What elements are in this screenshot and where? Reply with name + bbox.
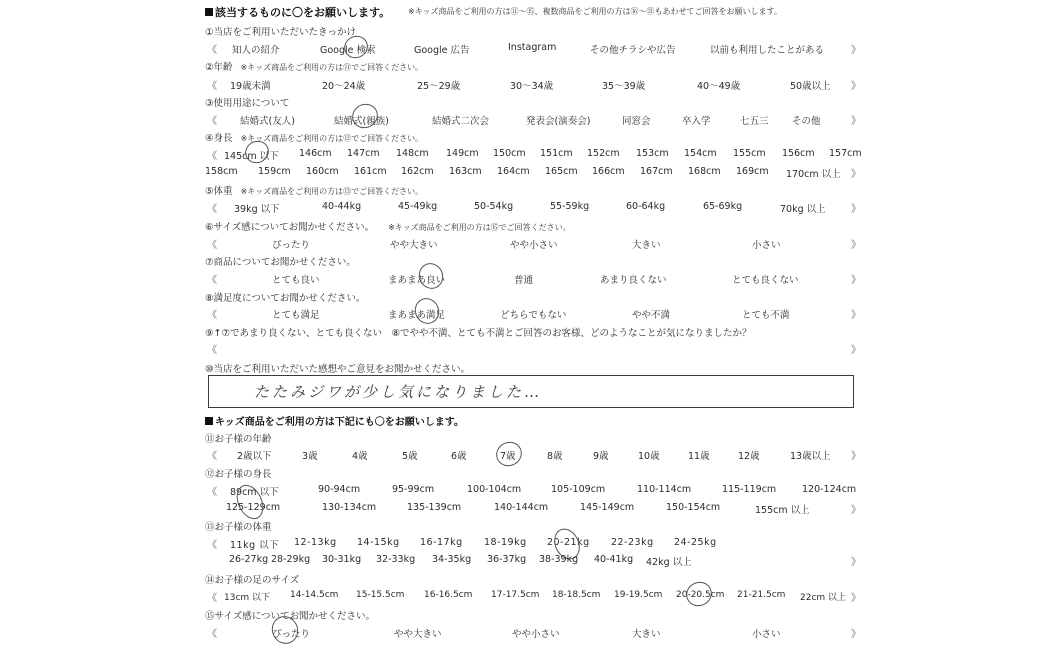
q7-option[interactable]: とても良くない xyxy=(732,275,799,286)
q9-answer-input[interactable] xyxy=(230,342,830,354)
close-bracket: 》 xyxy=(851,593,861,604)
q15-label: ⑮サイズ感についてお聞かせください。 xyxy=(205,611,376,622)
q9-label: ⑨↑⑦であまり良くない、とても良くない ⑧でやや不満、とても不満とご回答のお客様、どのようなことが気になりましたか？ xyxy=(205,328,752,339)
q13-option[interactable]: 24-25kg xyxy=(674,537,717,548)
q6-label xyxy=(205,219,571,233)
q13-option[interactable]: 18-19kg xyxy=(484,537,527,548)
close-bracket: 》 xyxy=(851,629,861,640)
q2-note: ※キッズ商品をご利用の方は⑪でご回答ください。 xyxy=(240,63,424,72)
q12-option[interactable]: 90-94cm xyxy=(318,484,361,495)
q3-option[interactable]: 卒入学 xyxy=(682,116,711,127)
q10-handwritten-answer: たたみジワが少し気になりました… xyxy=(254,383,543,401)
q1-option[interactable]: その他チラシや広告 xyxy=(590,45,676,56)
q14-option[interactable]: 21-21.5cm xyxy=(737,590,786,600)
q8-option[interactable]: やや不満 xyxy=(632,310,671,321)
q14-option[interactable]: 15-15.5cm xyxy=(356,590,405,600)
open-bracket: 《 xyxy=(207,629,217,640)
q12-option[interactable]: 155cm 以上 xyxy=(755,505,810,516)
close-bracket: 》 xyxy=(851,557,861,568)
q6-note: ※キッズ商品をご利用の方は⑮でご回答ください。 xyxy=(388,223,571,232)
q2-label-text: ②年齢 xyxy=(205,62,233,73)
open-bracket: 《 xyxy=(207,540,217,551)
q6-option[interactable]: 小さい xyxy=(752,240,781,251)
q12-option[interactable]: 150-154cm xyxy=(666,502,721,513)
open-bracket: 《 xyxy=(207,81,217,92)
q4-option[interactable]: 156cm xyxy=(782,148,815,159)
q12-option[interactable]: 100-104cm xyxy=(467,484,522,495)
q13-option[interactable]: 38-39kg xyxy=(539,554,579,565)
open-bracket: 《 xyxy=(207,116,217,127)
q13-option-selected[interactable]: 20-21kg xyxy=(547,537,590,548)
q1-option-selected[interactable]: Google 検索 xyxy=(320,45,376,56)
q15-option[interactable]: 小さい xyxy=(752,629,781,640)
kids-section-heading xyxy=(205,413,464,428)
q11-option-selected[interactable]: 7歳 xyxy=(500,451,516,462)
q8-option[interactable]: とても満足 xyxy=(272,310,320,321)
q5-option[interactable]: 40-44kg xyxy=(322,201,362,212)
q6-option[interactable]: ぴったり xyxy=(272,240,311,251)
q13-option[interactable]: 40-41kg xyxy=(594,554,634,565)
open-bracket: 《 xyxy=(207,451,217,462)
q14-option[interactable]: 19-19.5cm xyxy=(614,590,663,600)
q13-option[interactable]: 16-17kg xyxy=(420,537,463,548)
q12-option[interactable]: 110-114cm xyxy=(637,484,692,495)
close-bracket: 》 xyxy=(851,81,861,92)
q12-label: ⑫お子様の身長 xyxy=(205,469,272,480)
q6-option[interactable]: やや大きい xyxy=(390,240,438,251)
q11-option[interactable]: 11歳 xyxy=(688,451,710,462)
q13-option[interactable]: 34-35kg xyxy=(432,554,472,565)
q7-label: ⑦商品についてお聞かせください。 xyxy=(205,257,356,268)
q8-option[interactable]: どちらでもない xyxy=(500,310,567,321)
q15-option-selected[interactable]: ぴったり xyxy=(272,629,311,640)
q5-label-text: ⑤体重 xyxy=(205,186,233,197)
q13-option[interactable]: 26-27kg xyxy=(229,554,269,565)
q4-label xyxy=(205,130,423,144)
q7-option-selected[interactable]: まあまあ良い xyxy=(388,275,446,286)
close-bracket: 》 xyxy=(851,169,861,180)
q3-option[interactable]: 発表会(演奏会) xyxy=(526,116,591,127)
q13-option[interactable]: 32-33kg xyxy=(376,554,416,565)
q11-option[interactable]: 12歳 xyxy=(738,451,760,462)
q4-option[interactable]: 166cm xyxy=(592,166,625,177)
q4-option[interactable]: 164cm xyxy=(497,166,530,177)
q6-option[interactable]: やや小さい xyxy=(510,240,558,251)
q3-option[interactable]: その他 xyxy=(792,116,821,127)
q11-label: ⑪お子様の年齢 xyxy=(205,434,272,445)
q12-option[interactable]: 95-99cm xyxy=(392,484,435,495)
q8-option[interactable]: とても不満 xyxy=(742,310,790,321)
q13-option[interactable]: 30-31kg xyxy=(322,554,362,565)
q5-option[interactable]: 50-54kg xyxy=(474,201,514,212)
q7-option[interactable]: とても良い xyxy=(272,275,320,286)
q11-option[interactable]: 10歳 xyxy=(638,451,660,462)
q4-option[interactable]: 165cm xyxy=(545,166,578,177)
q1-option[interactable]: Google 広告 xyxy=(414,45,470,56)
q3-option-selected[interactable]: 結婚式(親族) xyxy=(334,116,389,127)
q7-option[interactable]: 普通 xyxy=(514,275,534,286)
q5-option[interactable]: 60-64kg xyxy=(626,201,666,212)
open-bracket: 《 xyxy=(207,240,217,251)
q12-option[interactable]: 89cm 以下 xyxy=(230,487,279,498)
q14-option[interactable]: 14-14.5cm xyxy=(290,590,339,600)
q13-option[interactable]: 22-23kg xyxy=(611,537,654,548)
open-bracket: 《 xyxy=(207,45,217,56)
q11-option[interactable]: 3歳 xyxy=(302,451,318,462)
q2-option[interactable]: 19歳未満 xyxy=(230,81,271,92)
q12-option[interactable]: 115-119cm xyxy=(722,484,777,495)
q2-option[interactable]: 25～29歳 xyxy=(417,81,461,92)
q4-option-selected[interactable]: 145cm 以下 xyxy=(224,151,279,162)
q4-option[interactable]: 160cm xyxy=(306,166,339,177)
close-bracket: 》 xyxy=(851,45,861,56)
q13-option[interactable]: 42kg 以上 xyxy=(646,557,692,568)
q14-option[interactable]: 17-17.5cm xyxy=(491,590,540,600)
q3-option[interactable]: 結婚式(友人) xyxy=(240,116,295,127)
q10-comment-box[interactable] xyxy=(208,375,854,408)
open-bracket: 《 xyxy=(207,593,217,604)
q4-option[interactable]: 148cm xyxy=(396,148,429,159)
q13-option[interactable]: 11kg 以下 xyxy=(230,540,280,551)
close-bracket: 》 xyxy=(851,505,861,516)
q4-option[interactable]: 149cm xyxy=(446,148,479,159)
q4-option[interactable]: 169cm xyxy=(736,166,769,177)
q14-option[interactable]: 13cm 以下 xyxy=(224,593,271,603)
q15-option[interactable]: やや大きい xyxy=(394,629,442,640)
q4-option[interactable]: 147cm xyxy=(347,148,380,159)
close-bracket: 》 xyxy=(851,345,861,356)
q14-label: ⑭お子様の足のサイズ xyxy=(205,575,300,586)
close-bracket: 》 xyxy=(851,116,861,127)
q4-option[interactable]: 158cm xyxy=(205,166,238,177)
q5-label xyxy=(205,183,423,197)
form-heading-text: 該当するものに〇をお願いします。 xyxy=(215,6,391,19)
q12-option[interactable]: 120-124cm xyxy=(802,484,857,495)
q1-label: ①当店をご利用いただいたきっかけ xyxy=(205,27,357,38)
q12-option[interactable]: 145-149cm xyxy=(580,502,635,513)
q12-option[interactable]: 105-109cm xyxy=(551,484,606,495)
q2-label xyxy=(205,59,423,73)
q4-option[interactable]: 163cm xyxy=(449,166,482,177)
q13-option[interactable]: 14-15kg xyxy=(357,537,400,548)
q3-option[interactable]: 結婚式二次会 xyxy=(432,116,490,127)
form-note: ※キッズ商品をご利用の方は⑪～⑮、複数商品をご利用の方は⑯～㉑もあわせてご回答をお願いします。 xyxy=(408,7,782,16)
q14-option[interactable]: 22cm 以上 xyxy=(800,593,847,603)
open-bracket: 《 xyxy=(207,204,217,215)
square-bullet-icon xyxy=(205,417,213,425)
q2-option[interactable]: 50歳以上 xyxy=(790,81,831,92)
q11-option[interactable]: 5歳 xyxy=(402,451,418,462)
q1-option[interactable]: Instagram xyxy=(508,42,557,53)
q4-note: ※キッズ商品をご利用の方は⑫でご回答ください。 xyxy=(240,134,424,143)
q11-option[interactable]: 9歳 xyxy=(593,451,609,462)
q4-option[interactable]: 154cm xyxy=(684,148,717,159)
q4-label-text: ④身長 xyxy=(205,133,233,144)
q12-option[interactable]: 140-144cm xyxy=(494,502,549,513)
q5-option[interactable]: 45-49kg xyxy=(398,201,438,212)
close-bracket: 》 xyxy=(851,240,861,251)
q14-option[interactable]: 16-16.5cm xyxy=(424,590,473,600)
q2-option[interactable]: 35～39歳 xyxy=(602,81,646,92)
q13-option[interactable]: 36-37kg xyxy=(487,554,527,565)
q1-option[interactable]: 以前も利用したことがある xyxy=(710,45,825,56)
q12-option[interactable]: 135-139cm xyxy=(407,502,462,513)
q11-option[interactable]: 8歳 xyxy=(547,451,563,462)
q4-option[interactable]: 157cm xyxy=(829,148,862,159)
q5-option[interactable]: 39kg 以下 xyxy=(234,204,280,215)
q5-option[interactable]: 70kg 以上 xyxy=(780,204,826,215)
q2-option[interactable]: 30～34歳 xyxy=(510,81,554,92)
open-bracket: 《 xyxy=(207,275,217,286)
q4-option[interactable]: 161cm xyxy=(354,166,387,177)
q6-label-text: ⑥サイズ感についてお聞かせください。 xyxy=(205,222,375,233)
q3-option[interactable]: 七五三 xyxy=(740,116,769,127)
q2-option[interactable]: 40～49歳 xyxy=(697,81,741,92)
q14-option-selected[interactable]: 20-20.5cm xyxy=(676,590,725,600)
q13-option[interactable]: 12-13kg xyxy=(294,537,337,548)
q13-option[interactable]: 28-29kg xyxy=(271,554,311,565)
open-bracket: 《 xyxy=(207,345,217,356)
open-bracket: 《 xyxy=(207,487,217,498)
q4-option[interactable]: 167cm xyxy=(640,166,673,177)
q12-option[interactable]: 130-134cm xyxy=(322,502,377,513)
q2-option[interactable]: 20～24歳 xyxy=(322,81,366,92)
q11-option[interactable]: 4歳 xyxy=(352,451,368,462)
q11-option[interactable]: 6歳 xyxy=(451,451,467,462)
q6-option[interactable]: 大きい xyxy=(632,240,661,251)
q4-option[interactable]: 152cm xyxy=(587,148,620,159)
q4-option[interactable]: 155cm xyxy=(733,148,766,159)
close-bracket: 》 xyxy=(851,275,861,286)
q15-option[interactable]: やや小さい xyxy=(512,629,560,640)
q3-option[interactable]: 同窓会 xyxy=(622,116,651,127)
open-bracket: 《 xyxy=(207,151,217,162)
q4-option[interactable]: 170cm 以上 xyxy=(786,169,841,180)
q4-option[interactable]: 159cm xyxy=(258,166,291,177)
q5-option[interactable]: 65-69kg xyxy=(703,201,743,212)
q5-note: ※キッズ商品をご利用の方は⑬でご回答ください。 xyxy=(240,187,424,196)
close-bracket: 》 xyxy=(851,204,861,215)
q3-label: ③使用用途について xyxy=(205,98,290,109)
q14-option[interactable]: 18-18.5cm xyxy=(552,590,601,600)
square-bullet-icon xyxy=(205,8,213,16)
q4-option[interactable]: 168cm xyxy=(688,166,721,177)
q15-option[interactable]: 大きい xyxy=(632,629,661,640)
q4-option[interactable]: 150cm xyxy=(493,148,526,159)
q4-option[interactable]: 153cm xyxy=(636,148,669,159)
close-bracket: 》 xyxy=(851,451,861,462)
q10-label: ⑩当店をご利用いただいた感想やご意見をお聞かせください。 xyxy=(205,364,471,375)
q4-option[interactable]: 146cm xyxy=(299,148,332,159)
q4-option[interactable]: 162cm xyxy=(401,166,434,177)
open-bracket: 《 xyxy=(207,310,217,321)
q7-option[interactable]: あまり良くない xyxy=(600,275,667,286)
form-heading xyxy=(205,4,390,20)
q1-option[interactable]: 知人の紹介 xyxy=(232,45,280,56)
q11-option[interactable]: 2歳以下 xyxy=(237,451,272,462)
q11-option[interactable]: 13歳以上 xyxy=(790,451,831,462)
q13-label: ⑬お子様の体重 xyxy=(205,522,272,533)
q8-label: ⑧満足度についてお聞かせください。 xyxy=(205,293,366,304)
q5-option[interactable]: 55-59kg xyxy=(550,201,590,212)
q12-option-selected[interactable]: 125-129cm xyxy=(226,502,281,513)
q4-option[interactable]: 151cm xyxy=(540,148,573,159)
close-bracket: 》 xyxy=(851,310,861,321)
kids-heading-text: キッズ商品をご利用の方は下記にも〇をお願いします。 xyxy=(215,417,464,428)
q8-option-selected[interactable]: まあまあ満足 xyxy=(388,310,446,321)
